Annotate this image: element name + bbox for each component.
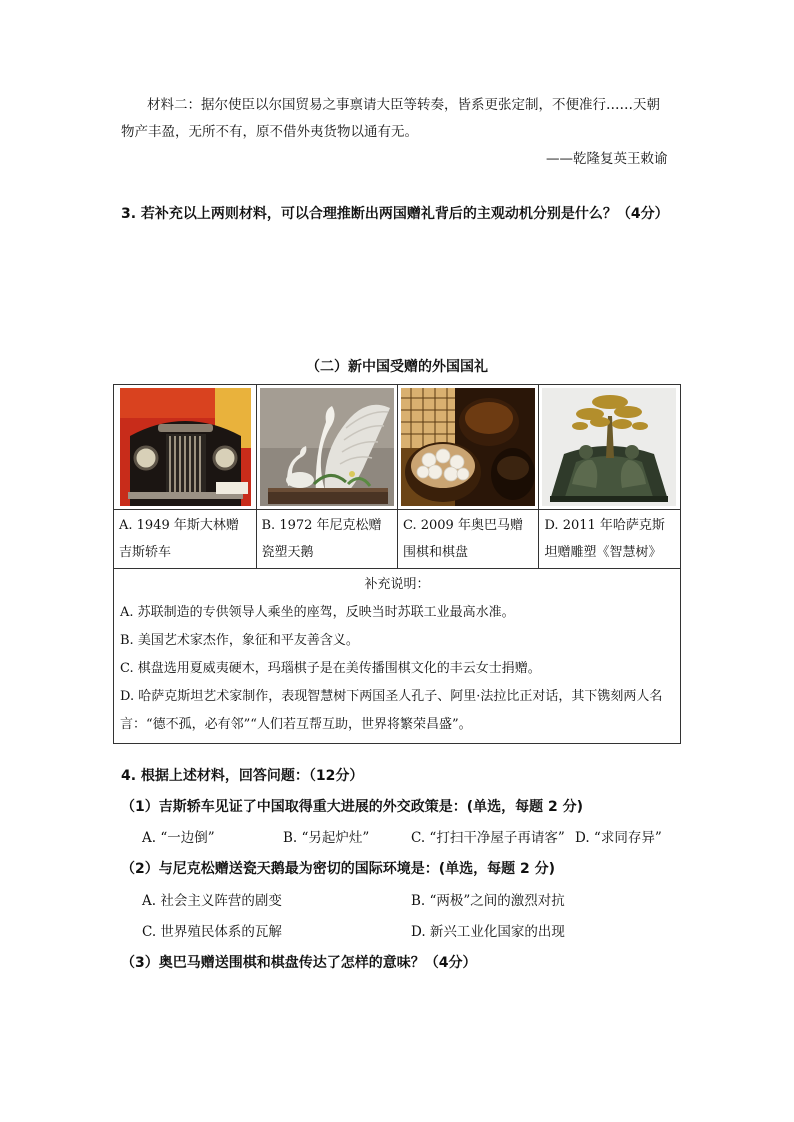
gift-caption-d: D. 2011 年哈萨克斯坦赠雕塑《智慧树》 — [539, 510, 681, 569]
gift-images-row — [114, 385, 681, 510]
question-3: 3. 若补充以上两则材料，可以合理推断出两国赠礼背后的主观动机分别是什么？（4分） — [121, 206, 669, 222]
q4-1-option-c[interactable]: C. “打扫干净屋子再请客” — [411, 830, 565, 846]
gift-caption-c: C. 2009 年奥巴马赠围棋和棋盘 — [397, 510, 538, 569]
note-d-line-2: 言：“德不孤，必有邻”“人们若互帮互助，世界将繁荣昌盛”。 — [120, 717, 472, 732]
gift-notes — [114, 569, 681, 744]
porcelain-swan-photo — [260, 388, 394, 506]
q4-1-option-a[interactable]: A. “一边倒” — [142, 830, 215, 846]
gift-notes-row — [114, 569, 681, 744]
limousine-photo — [120, 388, 251, 506]
question-4-1: （1）吉斯轿车见证了中国取得重大进展的外交政策是：(单选，每题 2 分) — [121, 799, 584, 815]
q4-2-option-c[interactable]: C. 世界殖民体系的瓦解 — [142, 924, 282, 940]
gift-caption-a: A. 1949 年斯大林赠吉斯轿车 — [114, 510, 257, 569]
note-c: C. 棋盘选用夏威夷硬木，玛瑙棋子是在美传播围棋文化的丰云女士捐赠。 — [120, 661, 541, 676]
gift-caption-b: B. 1972 年尼克松赠瓷塑天鹅 — [256, 510, 397, 569]
gifts-table — [113, 384, 681, 744]
gift-captions-row — [114, 510, 681, 569]
question-4-2: （2）与尼克松赠送瓷天鹅最为密切的国际环境是：(单选，每题 2 分) — [121, 861, 556, 877]
note-d-line-1: D. 哈萨克斯坦艺术家制作，表现智慧树下两国圣人孔子、阿里·法拉比正对话，其下镌刻两人名 — [120, 689, 663, 704]
q4-2-option-b[interactable]: B. “两极”之间的激烈对抗 — [411, 893, 565, 909]
material-2-source: ——乾隆复英王敕谕 — [546, 151, 668, 167]
material-2-line-2: 物产丰盈，无所不有，原不借外夷货物以通有无。 — [121, 124, 418, 140]
gift-image-b — [256, 385, 397, 510]
q4-2-option-a[interactable]: A. 社会主义阵营的剧变 — [142, 893, 282, 909]
q4-1-option-b[interactable]: B. “另起炉灶” — [283, 830, 370, 846]
question-4: 4. 根据上述材料，回答问题：（12分） — [121, 768, 364, 784]
gift-image-a — [114, 385, 257, 510]
note-a: A. 苏联制造的专供领导人乘坐的座驾，反映当时苏联工业最高水准。 — [120, 605, 515, 620]
question-4-3: （3）奥巴马赠送围棋和棋盘传达了怎样的意味？（4分） — [121, 955, 477, 971]
note-b: B. 美国艺术家杰作，象征和平友善含义。 — [120, 633, 359, 648]
q4-1-option-d[interactable]: D. “求同存异” — [575, 830, 662, 846]
sculpture-photo — [542, 388, 676, 506]
go-set-photo — [401, 388, 535, 506]
gift-image-d — [539, 385, 681, 510]
q4-2-option-d[interactable]: D. 新兴工业化国家的出现 — [411, 924, 565, 940]
gift-image-c — [397, 385, 538, 510]
material-2-line-1: 材料二：据尔使臣以尔国贸易之事禀请大臣等转奏，皆系更张定制，不便准行……天朝 — [147, 97, 660, 113]
section-2-title: （二）新中国受赠的外国国礼 — [306, 359, 488, 375]
notes-heading: 补充说明： — [364, 577, 430, 592]
